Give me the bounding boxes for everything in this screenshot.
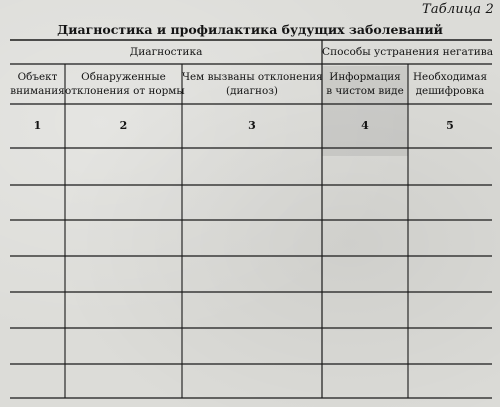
column-header-1-line1: Объект bbox=[17, 71, 58, 83]
column-header-2 bbox=[65, 70, 185, 98]
column-header-1 bbox=[10, 70, 65, 98]
column-header-1-line2: внимания bbox=[10, 85, 65, 97]
column-header-3-line1: Чем вызваны отклонения bbox=[182, 71, 323, 83]
group-header-remedies: Способы устранения негатива bbox=[322, 46, 494, 58]
column-header-5-line1: Необходимая bbox=[413, 71, 487, 83]
group-header-diagnostics: Диагностика bbox=[129, 46, 203, 58]
table-title: Диагностика и профилактика будущих заболеваний bbox=[57, 22, 443, 37]
table-number-label: Таблица 2 bbox=[421, 2, 494, 17]
column-header-2-line2: отклонения от нормы bbox=[65, 85, 185, 97]
column-number-4: 4 bbox=[361, 119, 369, 132]
column-header-5 bbox=[408, 70, 492, 98]
column-header-5-line2: дешифровка bbox=[415, 85, 485, 97]
column-number-5: 5 bbox=[446, 119, 454, 132]
column-number-3: 3 bbox=[248, 119, 256, 132]
column-number-1: 1 bbox=[33, 119, 42, 132]
column-header-2-line1: Обнаруженные bbox=[81, 71, 166, 83]
column-header-4-line1: Информация bbox=[329, 71, 401, 83]
column-header-4 bbox=[322, 70, 408, 98]
column-number-2: 2 bbox=[119, 119, 128, 132]
column-header-4-line2: в чистом виде bbox=[326, 85, 404, 97]
column-header-3-line2: (диагноз) bbox=[226, 85, 278, 97]
column-header-3 bbox=[182, 70, 322, 98]
